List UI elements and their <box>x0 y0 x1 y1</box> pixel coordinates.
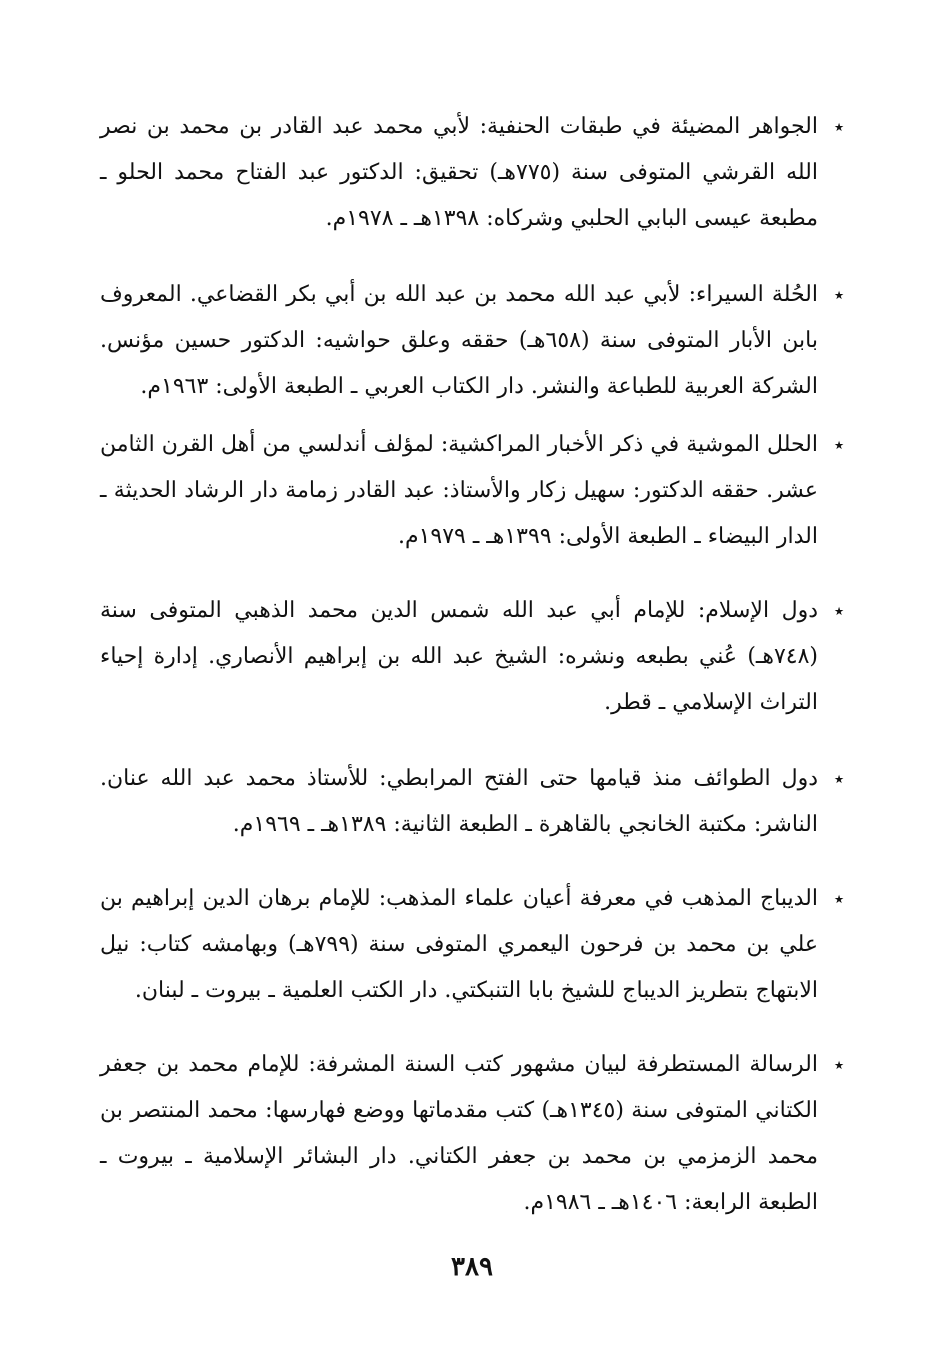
entry-text: الحلل الموشية في ذكر الأخبار المراكشية: لمؤلف أندلسي من أهل القرن الثامن عشر. حققه الدكتور: سهيل زكار والأستاذ: عبد القادر زمامة دار الرشاد الحديثة ـ الدار البيضاء ـ الطبعة الأولى: ١٣٩٩هـ ـ ١٩٧٩م. <box>100 432 818 549</box>
entry-text: الرسالة المستطرفة لبيان مشهور كتب السنة المشرفة: للإمام محمد بن جعفر الكتاني المتوفى سنة (١٣٤٥هـ) كتب مقدماتها ووضع فهارسها: محمد المنتصر بن محمد الزمزمي بن محمد بن جعفر الكتاني. دار البشائر الإسلامية ـ بيروت ـ الطبعة الرابعة: ١٤٠٦هـ ـ ١٩٨٦م. <box>100 1052 818 1215</box>
entry-text: الديباج المذهب في معرفة أعيان علماء المذهب: للإمام برهان الدين إبراهيم بن علي بن محمد بن فرحون اليعمري المتوفى سنة (٧٩٩هـ) وبهامشه كتاب: نيل الابتهاج بتطريز الديباج للشيخ بابا التنبكتي. دار الكتب العلمية ـ بيروت ـ لبنان. <box>100 886 818 1003</box>
bibliography-entry <box>100 876 860 1014</box>
asterisk-bullet-icon: ٭ <box>833 434 845 456</box>
bibliography-list <box>100 104 860 1226</box>
asterisk-bullet-icon: ٭ <box>833 768 845 790</box>
bibliography-entry <box>100 588 860 726</box>
asterisk-bullet-icon: ٭ <box>833 888 845 910</box>
bibliography-entry <box>100 422 860 560</box>
bibliography-entry <box>100 272 860 410</box>
asterisk-bullet-icon: ٭ <box>833 1054 845 1076</box>
bibliography-entry <box>100 1042 860 1226</box>
asterisk-bullet-icon: ٭ <box>833 600 845 622</box>
asterisk-bullet-icon: ٭ <box>833 284 845 306</box>
asterisk-bullet-icon: ٭ <box>833 116 845 138</box>
page-number: ٣٨٩ <box>451 1252 493 1282</box>
entry-text: دول الطوائف منذ قيامها حتى الفتح المرابطي: للأستاذ محمد عبد الله عنان. الناشر: مكتبة الخانجي بالقاهرة ـ الطبعة الثانية: ١٣٨٩هـ ـ ١٩٦٩م. <box>100 766 818 837</box>
entry-text: الحُلة السيراء: لأبي عبد الله محمد بن عبد الله بن أبي بكر القضاعي. المعروف بابن الأبار المتوفى سنة (٦٥٨هـ) حققه وعلق حواشيه: الدكتور حسين مؤنس. الشركة العربية للطباعة والنشر. دار الكتاب العربي ـ الطبعة الأولى: ١٩٦٣م. <box>100 282 818 399</box>
bibliography-entry <box>100 756 860 848</box>
entry-text: الجواهر المضيئة في طبقات الحنفية: لأبي محمد عبد القادر بن محمد بن نصر الله القرشي المتوفى سنة (٧٧٥هـ) تحقيق: الدكتور عبد الفتاح محمد الحلو ـ مطبعة عيسى البابي الحلبي وشركاه: ١٣٩٨هـ ـ ١٩٧٨م. <box>100 114 819 231</box>
bibliography-entry <box>100 104 860 242</box>
entry-text: دول الإسلام: للإمام أبي عبد الله شمس الدين محمد الذهبي المتوفى سنة (٧٤٨هـ) عُني بطبعه ونشره: الشيخ عبد الله بن إبراهيم الأنصاري. إدارة إحياء التراث الإسلامي ـ قطر. <box>100 598 818 715</box>
